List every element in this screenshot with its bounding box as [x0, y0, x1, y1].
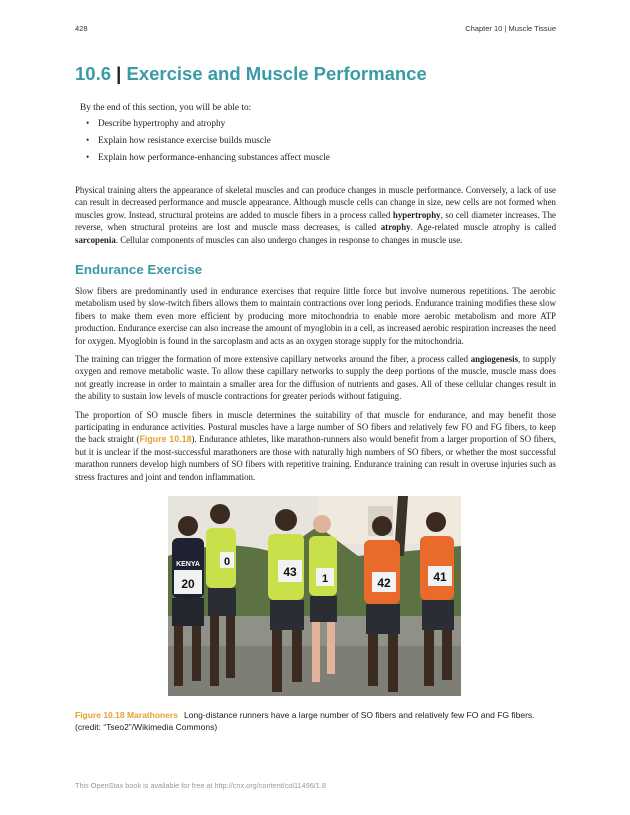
figure-caption: [75, 709, 556, 733]
term-sarcopenia: sarcopenia: [75, 234, 116, 245]
endurance-paragraph-3: [75, 409, 556, 483]
objective-item: • Explain how resistance exercise builds muscle: [80, 136, 560, 147]
figure-label: Figure 10.18 Marathoners: [75, 710, 178, 720]
bib-number: 20: [181, 577, 195, 591]
endurance-paragraph-2: [75, 353, 556, 403]
text-run: . Age-related muscle atrophy is called: [410, 222, 557, 233]
text-run: Physical training alters the appearance of skeletal muscles and can produce changes in muscle performance. Conversely, a lack of use can result in decreased performance and muscle appearance. Although muscle cells can change in size, new cells are not formed when muscles grow. Instead, structural proteins are added to muscle fibers in a process called: [75, 185, 556, 220]
page-number: 428: [75, 24, 88, 33]
text-run: . Cellular components of muscles can also undergo changes in response to changes in muscle use.: [115, 234, 463, 245]
section-number: 10.6: [75, 63, 112, 84]
figure-caption-text: Long-distance runners have a large number of SO fibers and relatively few FO and FG fibers. (credit: “Tseo2”/Wikimedia Commons): [75, 710, 535, 732]
text-run: , to supply oxygen and remove metabolic waste. To allow these capillary networks to supply the deep portions of the muscle, muscle mass does not greatly increase in order to maintain a smaller area for the diffusion of nutrients and gases. All of these cellular changes result in the ability to sustain low levels of muscle contractions for greater periods without fatiguing.: [75, 354, 556, 402]
endurance-body: [75, 285, 556, 489]
objective-item: • Describe hypertrophy and atrophy: [80, 119, 560, 130]
bib-number: 41: [433, 570, 447, 584]
text-run: , so cell diameter increases. The reverse, when structural proteins are lost and muscle mass decreases, is called: [75, 209, 556, 233]
objective-item: • Explain how performance-enhancing substances affect muscle: [80, 153, 560, 164]
marathoners-photo: [168, 496, 461, 696]
page-footer: This OpenStax book is available for free at http://cnx.org/content/col11496/1.8: [75, 781, 326, 790]
bib-number: 42: [377, 576, 391, 590]
bib-number: 0: [223, 556, 231, 568]
term-atrophy: atrophy: [380, 222, 411, 233]
term-hypertrophy: hypertrophy: [392, 209, 441, 220]
intro-paragraph: [75, 184, 556, 246]
chapter-title: Chapter 10 | Muscle Tissue: [465, 24, 556, 33]
text-run: ). Endurance athletes, like marathon-runners also would benefit from a larger proportion of SO fibers, but it is unclear if the most-successful marathoners are those with naturally high numbers of SO fibers, or whether the most successful marathon runners develop high numbers of SO fibers with repetitive training. Endurance training can result in overuse injuries such as stress fractures and joint and tendon inflammation.: [75, 434, 556, 482]
marathoners-photo-illustration: [168, 496, 461, 696]
intro-paragraph-block: [75, 184, 556, 252]
section-title: [75, 63, 427, 85]
endurance-heading: Endurance Exercise: [75, 262, 203, 277]
singlet-country: KENYA: [176, 561, 200, 568]
endurance-paragraph-1: Slow fibers are predominantly used in endurance exercises that require little force but involve numerous repetitions. The aerobic metabolism used by slow-twitch fibers allows them to maintain contractions over long periods. Endurance training modifies these slow fibers to make them even more efficient by producing more mitochondria to enable more aerobic metabolism and more ATP production. Endurance exercise can also increase the amount of myoglobin in a cell, as increased aerobic respiration increases the need for oxygen. Myoglobin is found in the sarcoplasm and acts as an oxygen storage supply for the mitochondria.: [75, 286, 556, 346]
section-separator: |: [116, 63, 122, 84]
text-run: The training can trigger the formation of more extensive capillary networks around the fiber, a process called: [75, 354, 471, 365]
learning-objectives: [80, 103, 560, 170]
section-title-text: Exercise and Muscle Performance: [126, 63, 427, 84]
page-header: [75, 24, 556, 36]
term-angiogenesis: angiogenesis: [470, 354, 519, 365]
figure-reference-link[interactable]: Figure 10.18: [139, 434, 192, 445]
bib-number: 1: [321, 573, 329, 585]
objectives-intro: By the end of this section, you will be able to:: [80, 103, 252, 113]
objectives-list: [80, 119, 560, 164]
text-run: The proportion of SO muscle fibers in muscle determines the suitability of that muscle for endurance, and may benefit those participating in endurance activities. Postural muscles have a large number of SO fibers and relatively few FO and FG fibers, to keep the back straight (: [75, 409, 556, 445]
bib-number: 43: [283, 565, 297, 579]
